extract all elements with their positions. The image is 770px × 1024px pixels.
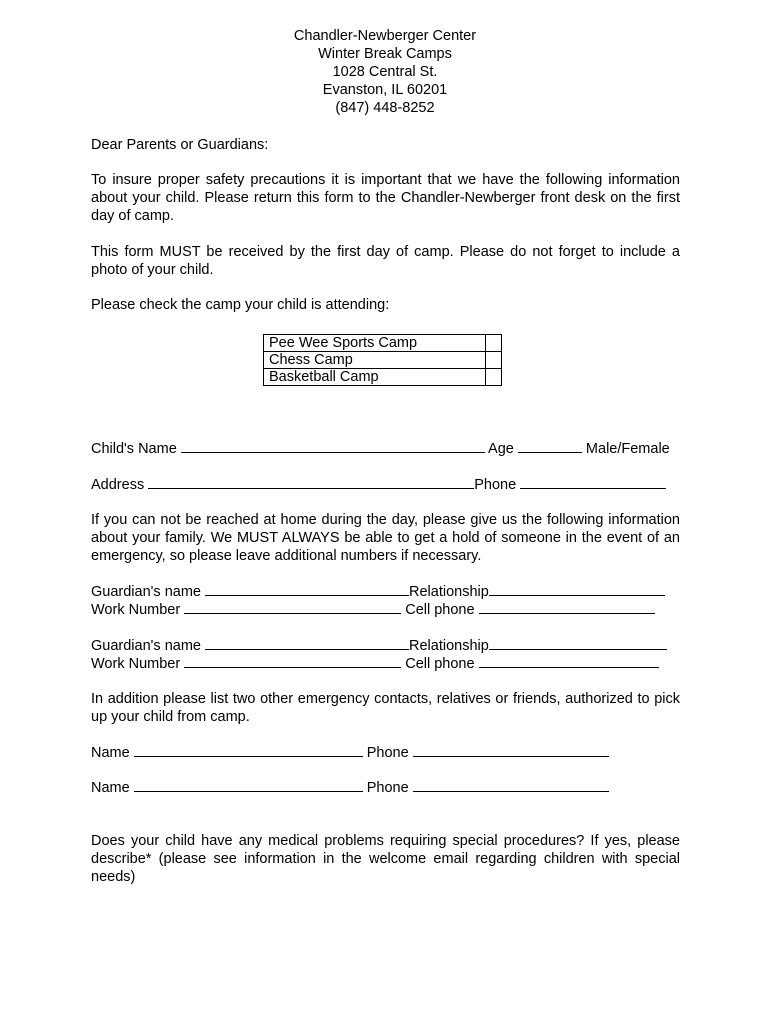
contact1-phone-field[interactable] (413, 743, 609, 757)
camp-checkbox[interactable] (486, 352, 502, 369)
contact-phone-label: Phone (366, 780, 409, 796)
emergency-contacts-paragraph: In addition please list two other emergency contacts, relatives or friends, authorized to pick up your child from camp. (91, 691, 680, 725)
org-name: Chandler-Newberger Center (293, 28, 477, 44)
guardian1-phone-row (91, 600, 655, 619)
child-name-field[interactable] (181, 439, 485, 453)
guardian1-name-field[interactable] (205, 582, 409, 596)
camp-row (264, 352, 502, 369)
intro-paragraph: To insure proper safety precautions it is important that we have the following information about your child. Please return this form to the Chandler-Newberger front desk on the first day of camp. (91, 172, 680, 224)
medical-paragraph: Does your child have any medical problems requiring special procedures? If yes, please describe* (please see information in the welcome email regarding children with special needs) (91, 833, 680, 885)
cell-phone-label: Cell phone (405, 602, 475, 618)
guardian1-name-row (91, 582, 665, 601)
address-field[interactable] (148, 475, 474, 489)
guardian1-cell-field[interactable] (479, 600, 655, 614)
deadline-paragraph: This form MUST be received by the first day of camp. Please do not forget to include a photo of your child. (91, 244, 680, 278)
contact-name-label: Name (91, 780, 130, 796)
camp-name: Chess Camp (264, 352, 486, 369)
guardian2-cell-field[interactable] (479, 654, 659, 668)
relationship-label: Relationship (409, 638, 489, 654)
guardian2-name-field[interactable] (205, 636, 409, 650)
age-field[interactable] (518, 439, 582, 453)
program-name: Winter Break Camps (318, 46, 452, 62)
guardian2-phone-row (91, 654, 659, 673)
child-name-label: Child's Name (91, 441, 177, 457)
camp-prompt: Please check the camp your child is attending: (91, 297, 390, 313)
salutation: Dear Parents or Guardians: (91, 137, 269, 153)
camp-name: Basketball Camp (264, 369, 486, 386)
contact1-name-field[interactable] (134, 743, 363, 757)
relationship-label: Relationship (409, 584, 489, 600)
phone-label: Phone (474, 477, 517, 493)
camp-checkbox[interactable] (486, 369, 502, 386)
cell-phone-label: Cell phone (405, 656, 475, 672)
family-info-paragraph: If you can not be reached at home during the day, please give us the following information about your family. We MUST ALWAYS be able to get a hold of someone in the event of an emergency, so please leave additional numbers if necessary. (91, 512, 680, 564)
guardian-name-label: Guardian's name (91, 638, 201, 654)
contact2-row (91, 778, 609, 797)
contact2-phone-field[interactable] (413, 778, 609, 792)
contact2-name-field[interactable] (134, 778, 363, 792)
org-phone: (847) 448-8252 (335, 100, 435, 116)
contact-phone-label: Phone (366, 745, 409, 761)
guardian2-relationship-field[interactable] (489, 636, 667, 650)
camp-checkbox[interactable] (486, 335, 502, 352)
work-number-label: Work Number (91, 656, 181, 672)
address-label: Address (91, 477, 145, 493)
form-header (0, 27, 770, 117)
address-row (91, 475, 666, 494)
age-label: Age (488, 441, 514, 457)
guardian2-name-row (91, 636, 667, 655)
camp-name: Pee Wee Sports Camp (264, 335, 486, 352)
guardian1-relationship-field[interactable] (489, 582, 665, 596)
guardian-name-label: Guardian's name (91, 584, 201, 600)
gender-label: Male/Female (585, 441, 670, 457)
phone-field[interactable] (520, 475, 666, 489)
child-name-row (91, 439, 670, 458)
contact1-row (91, 743, 609, 762)
guardian1-work-field[interactable] (184, 600, 401, 614)
work-number-label: Work Number (91, 602, 181, 618)
city-state-zip: Evanston, IL 60201 (322, 82, 448, 98)
contact-name-label: Name (91, 745, 130, 761)
camp-selection-table (263, 334, 502, 386)
street-address: 1028 Central St. (332, 64, 438, 80)
guardian2-work-field[interactable] (184, 654, 401, 668)
camp-row (264, 369, 502, 386)
camp-row (264, 335, 502, 352)
